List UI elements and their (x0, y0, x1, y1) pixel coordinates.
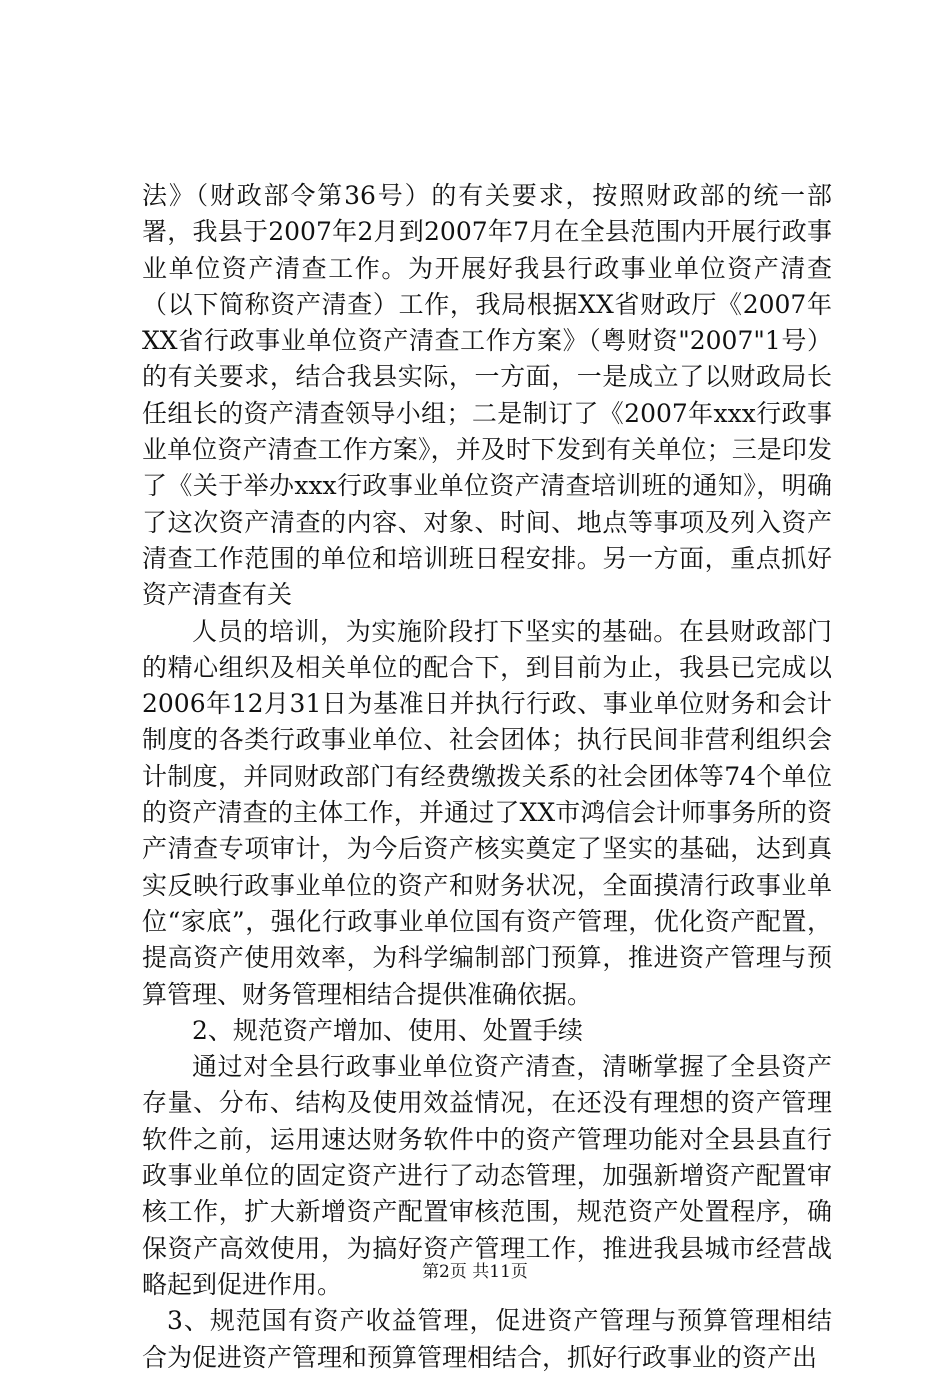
paragraph-2: 人员的培训，为实施阶段打下坚实的基础。在县财政部门的精心组织及相关单位的配合下，到目前为止，我县已完成以2006年12月31日为基准日并执行行政、事业单位财务和会计制度的各类行政事业单位、社会团体；执行民间非营利组织会计制度，并同财政部门有经费缴拨关系的社会团体等74个单位的资产清查的主体工作，并通过了XX市鸿信会计师事务所的资产清查专项审计，为今后资产核实奠定了坚实的基础，达到真实反映行政事业单位的资产和财务状况，全面摸清行政事业单位“家底”，强化行政事业单位国有资产管理，优化资产配置，提高资产使用效率，为科学编制部门预算，推进资产管理与预算管理、财务管理相结合提供准确依据。 (142, 616, 832, 1009)
paragraph-4: 3、规范国有资产收益管理，促进资产管理与预算管理相结合为促进资产管理和预算管理相结合，抓好行政事业的资产出 (142, 1306, 832, 1372)
paragraph-1: 法》（财政部令第36号）的有关要求，按照财政部的统一部署，我县于2007年2月到2007年7月在全县范围内开展行政事业单位资产清查工作。为开展好我县行政事业单位资产清查（以下简称资产清查）工作，我局根据XX省财政厅《2007年XX省行政事业单位资产清查工作方案》（粤财资"2007"1号）的有关要求，结合我县实际，一方面，一是成立了以财政局长任组长的资产清查领导小组；二是制订了《2007年xxx行政事业单位资产清查工作方案》，并及时下发到有关单位；三是印发了《关于举办xxx行政事业单位资产清查培训班的通知》，明确了这次资产清查的内容、对象、时间、地点等事项及列入资产清查工作范围的单位和培训班日程安排。另一方面，重点抓好资产清查有关 (142, 181, 832, 610)
paragraph-3: 通过对全县行政事业单位资产清查，清晰掌握了全县资产存量、分布、结构及使用效益情况，在还没有理想的资产管理软件之前，运用速达财务软件中的资产管理功能对全县县直行政事业单位的固定资产进行了动态管理，加强新增资产配置审核工作，扩大新增资产配置审核范围，规范资产处置程序，确保资产高效使用，为搞好资产管理工作，推进我县城市经营战略起到促进作用。 (142, 1052, 832, 1299)
section-heading-2: 2、规范资产增加、使用、处置手续 (192, 1015, 583, 1045)
document-body (142, 178, 832, 1376)
page-footer: 第2页 共11页 (422, 1262, 528, 1282)
